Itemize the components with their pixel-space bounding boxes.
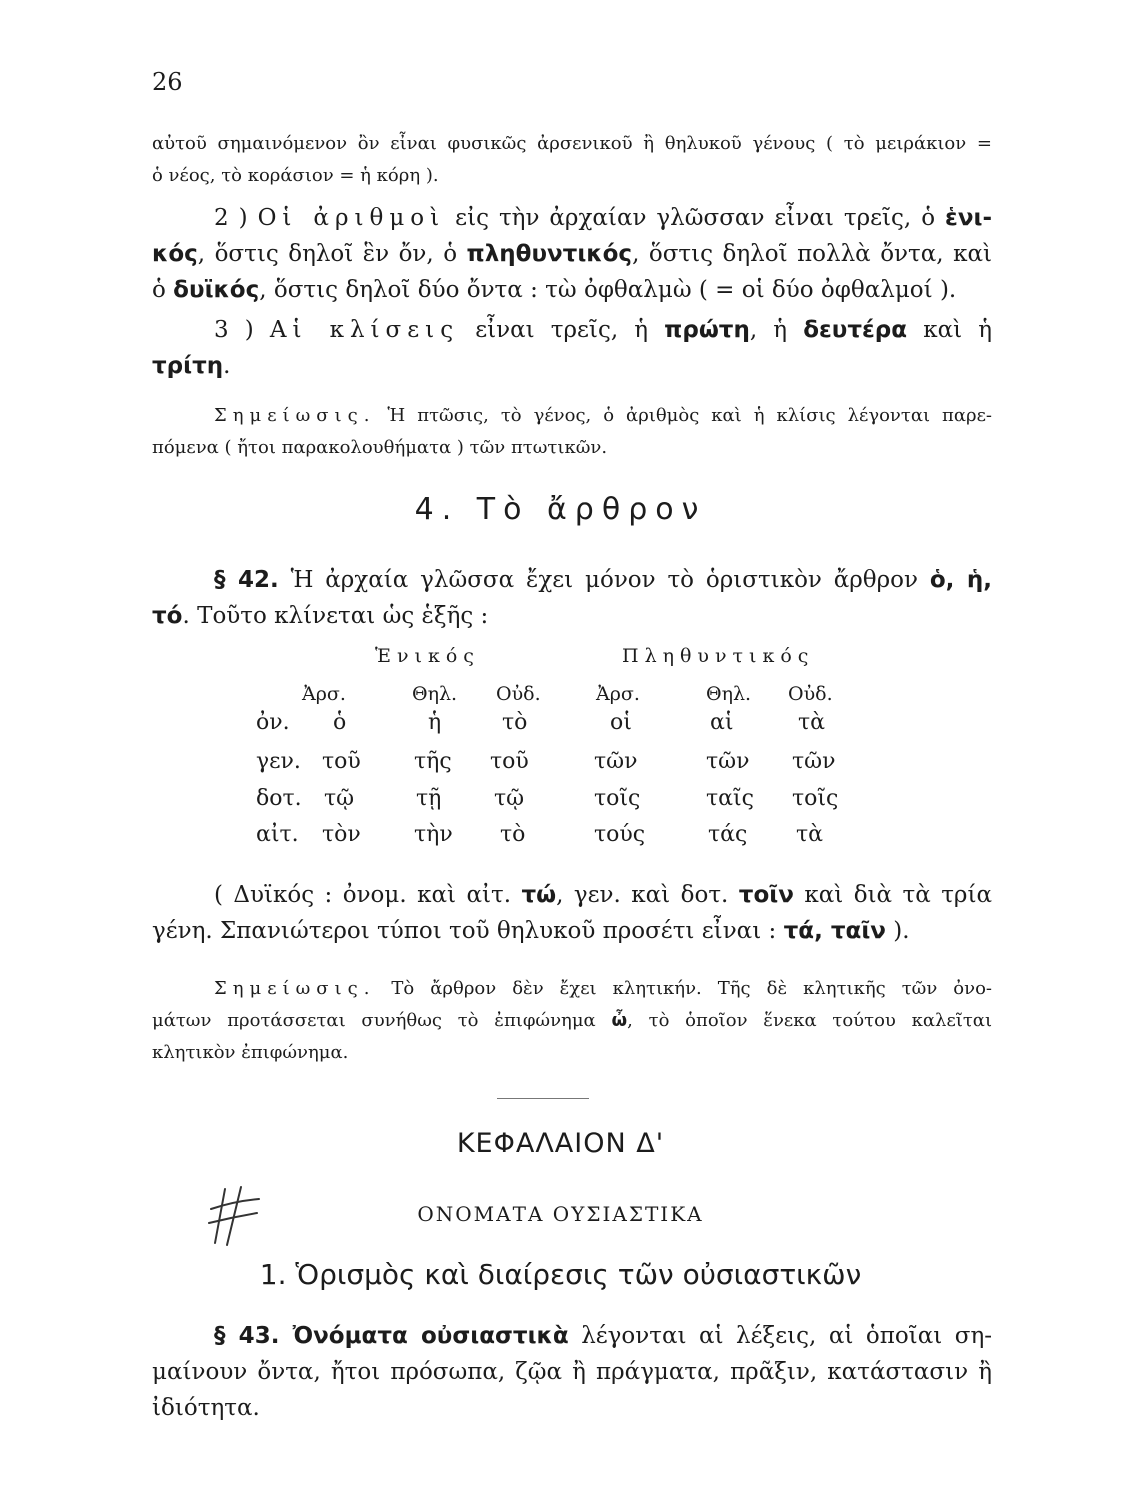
table-cell: τοῖς [792,786,839,811]
bold-term: τώ [521,882,557,908]
note-label: Σημείωσις. [214,405,376,426]
text-run: εἰς τὴν ἀρχαίαν γλῶσσαν εἶναι τρεῖς, ὁ [445,205,946,231]
bold-term: δυϊκός [173,277,260,303]
text-run: ὁ [152,277,174,303]
note-vocative [152,973,992,1069]
section-heading-nouns: 1. Ὁρισμὸς καὶ διαίρεσις τῶν οὐσιαστικῶν [259,1258,862,1291]
table-cell: τοῦ [322,749,361,774]
table-cell: ἡ [428,710,442,735]
table-cell: τὴν [414,822,453,847]
note-label: Σημείωσις. [214,978,376,999]
text-run: , τὸ ὁποῖον ἕνεκα τούτου καλεῖται [627,1010,992,1031]
column-header: Ἀρσ. [596,683,640,705]
text-line [152,973,992,1005]
table-cell: τῷ [324,786,355,811]
table-cell: αἱ [710,710,734,735]
text-line [152,913,992,949]
table-cell: τῶν [792,749,836,774]
table-cell: τῆς [414,749,452,774]
table-cell: τῷ [494,786,525,811]
table-cell: ὁ [333,710,347,735]
text-run: , γεν. καὶ δοτ. [556,882,739,908]
table-cell: τὸ [502,710,528,735]
column-header: Οὐδ. [496,683,541,705]
section-heading-article: 4. Τὸ ἄρθρον [414,492,707,527]
text-run: εἶναι τρεῖς, ἡ [459,317,665,343]
text-line: ἰδιότητα. [152,1395,260,1421]
column-header: Ἀρσ. [302,683,346,705]
group-header-plural: Πληθυντικός [622,645,815,667]
text-run: ). [885,918,910,944]
section-divider [497,1098,589,1099]
section-label: § 42. [214,567,279,593]
table-cell: τὰ [796,822,824,847]
text-run: Ἡ πτῶσις, τὸ γένος, ὁ ἀριθμὸς καὶ ἡ κλίσις λέγονται παρε- [375,405,992,426]
table-cell: τούς [594,822,646,847]
table-cell: τὰ [798,710,826,735]
paragraph-43 [152,1318,992,1426]
text-run: γένη. Σπανιώτεροι τύποι τοῦ θηλυκοῦ προσέτι εἶναι : [152,918,784,944]
page-number: 26 [152,68,183,96]
text-run: καὶ διὰ τὰ τρία [793,882,993,908]
text-line: ὁ νέος, τὸ κοράσιον = ἡ κόρη ). [152,165,439,186]
table-cell: ταῖς [706,786,754,811]
section-label: § 43. [214,1323,280,1349]
text-line: κλητικὸν ἐπιφώνημα. [152,1042,349,1063]
text-run: λέγονται αἱ λέξεις, αἱ ὁποῖαι ση- [568,1323,992,1349]
bold-term: τοῖν [738,882,794,908]
text-line [152,877,992,913]
item-number: 2 ) [214,205,248,231]
case-label: γεν. [256,749,301,774]
table-cell: τῶν [594,749,638,774]
text-run: , ὅστις δηλοῖ πολλὰ ὄντα, καὶ [632,241,993,267]
text-run: , ὅστις δηλοῖ ἓν ὄν, ὁ [197,241,467,267]
table-cell: τάς [708,822,748,847]
text-line: αὐτοῦ σημαινόμενον ὂν εἶναι φυσικῶς ἀρσενικοῦ ἢ θηλυκοῦ γένους ( τὸ μειράκιον = [152,133,992,154]
bold-term: κός [152,241,198,267]
bold-term: δευτέρα [803,317,908,343]
paragraph-dual [152,877,992,949]
text-run: μάτων προτάσσεται συνήθως τὸ ἐπιφώνημα [152,1010,612,1031]
column-header: Θηλ. [412,683,458,705]
text-line [152,1318,992,1354]
text-run: , ἡ [749,317,804,343]
case-label: ὀν. [256,710,290,735]
text-line [152,1005,992,1037]
case-label: αἰτ. [256,822,299,847]
text-line: μαίνουν ὄντα, ἤτοι πρόσωπα, ζῷα ἢ πράγματα, πρᾶξιν, κατάστασιν ἢ [152,1359,992,1385]
spaced-term: Αἱ κλίσεις [269,317,460,343]
column-header: Οὐδ. [788,683,833,705]
chapter-heading: ΚΕΦΑΛΑΙΟΝ Δ' [456,1128,665,1159]
chapter-subheading: ΟΝΟΜΑΤΑ ΟΥΣΙΑΣΤΙΚΑ [417,1202,704,1226]
bold-term: ὦ [611,1010,628,1031]
table-cell: τῇ [416,786,442,811]
table-cell: τοῦ [490,749,529,774]
spaced-term: Οἱ ἀριθμοὶ [257,205,446,231]
text-run: Ἡ ἀρχαία γλῶσσα ἔχει μόνον τὸ ὁριστικὸν ἄρθρον [278,567,930,593]
table-cell: τῶν [706,749,750,774]
table-cell: οἱ [610,710,632,735]
column-header: Θηλ. [706,683,752,705]
bold-term: τρίτη [152,353,224,379]
handwritten-mark-icon [205,1185,265,1251]
bold-term: πρώτη [664,317,750,343]
item-number: 3 ) [214,317,254,343]
bold-term: ὁ, ἡ, [929,567,992,593]
bold-term: πληθυντικός [466,241,633,267]
bold-term: τό [152,603,183,629]
group-header-singular: Ἑνικός [375,645,480,667]
table-cell: τὸν [322,822,361,847]
text-run: ( Δυϊκός : ὀνομ. καὶ αἰτ. [214,882,522,908]
text-run: . [223,353,231,379]
text-run: Τὸ ἄρθρον δὲν ἔχει κλητικήν. Τῆς δὲ κλητικῆς τῶν ὀνο- [375,978,992,999]
case-label: δοτ. [256,786,302,811]
text-line: πόμενα ( ἤτοι παρακολουθήματα ) τῶν πτωτικῶν. [152,437,608,458]
table-cell: τὸ [500,822,526,847]
bold-term: Ὀνόματα οὐσιαστικὰ [279,1323,569,1349]
text-run: , ὅστις δηλοῖ δύο ὄντα : τὼ ὀφθαλμὼ ( = οἱ δύο ὀφθαλμοί ). [259,277,957,303]
bold-term: ἑνι- [945,205,993,231]
table-cell: τοῖς [594,786,641,811]
text-run: . Τοῦτο κλίνεται ὡς ἑξῆς : [182,603,489,629]
text-run: καὶ ἡ [907,317,993,343]
bold-term: τά, ταῖν [783,918,886,944]
